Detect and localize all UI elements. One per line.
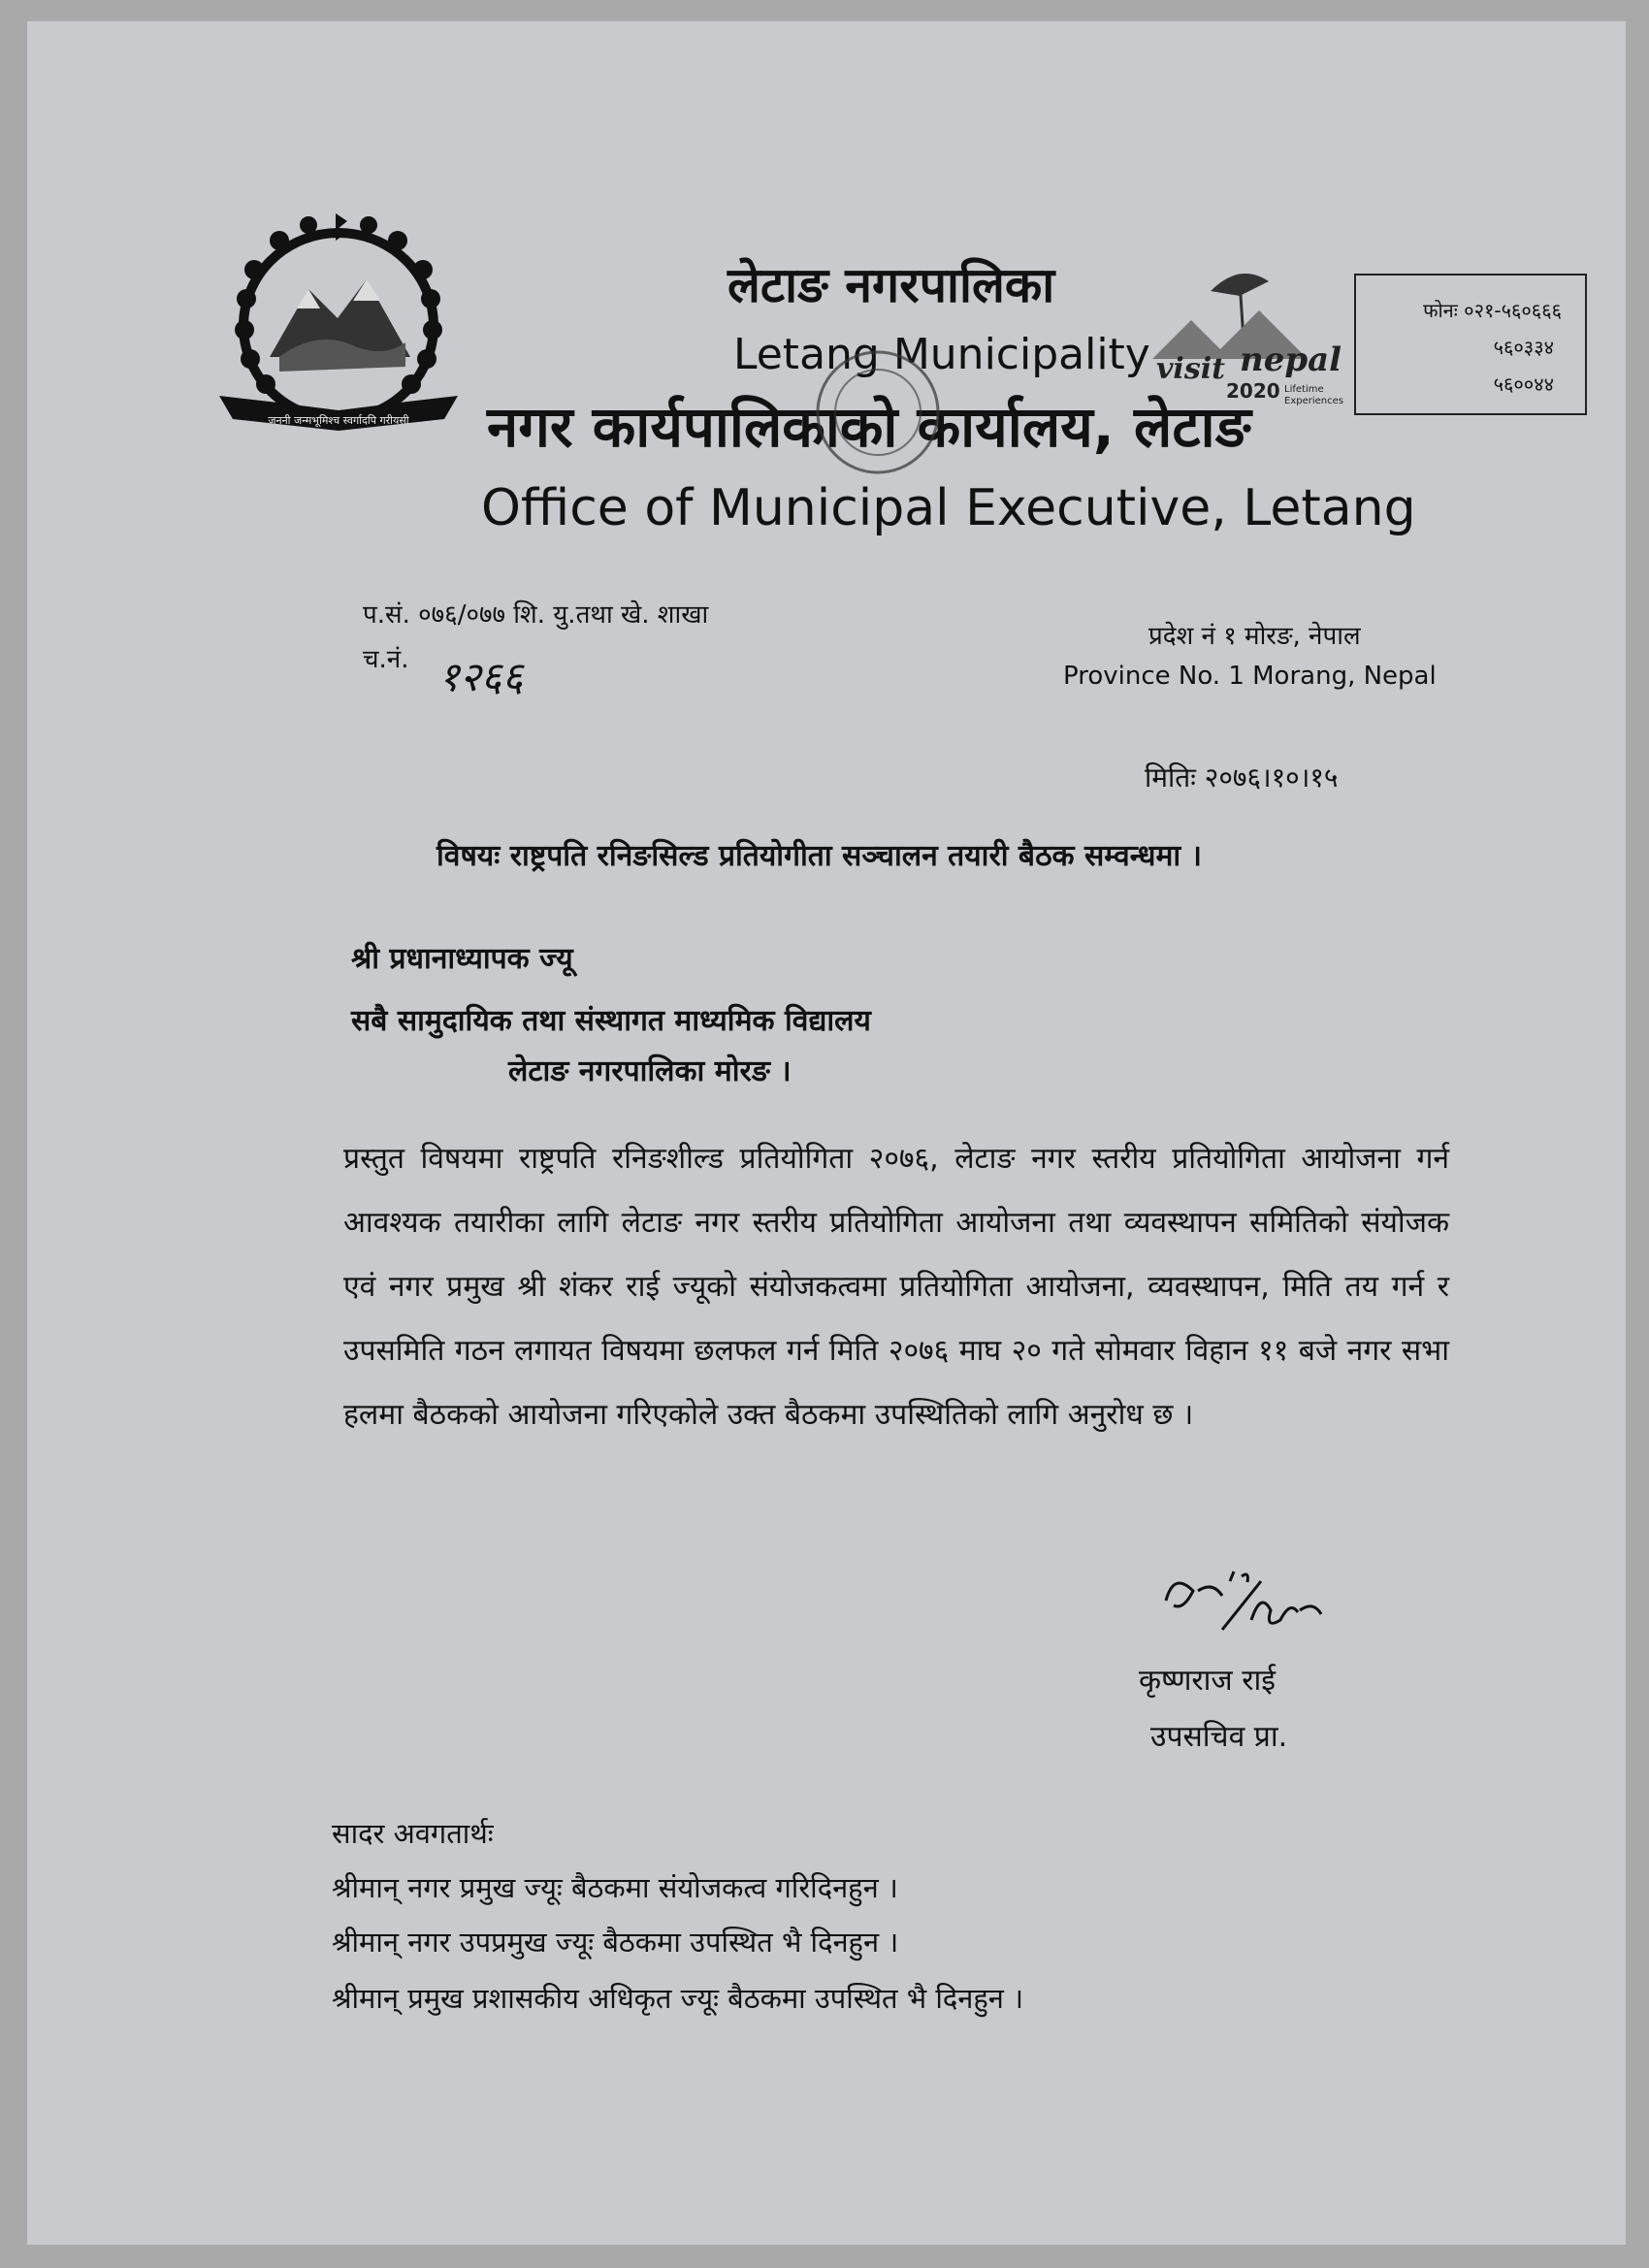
- province-nepali: प्रदेश नं १ मोरङ, नेपाल: [1148, 622, 1361, 651]
- cc-line-1: श्रीमान् नगर प्रमुख ज्यूः बैठकमा संयोजकत्व गरिदिनहुन ।: [332, 1871, 898, 1904]
- cc-line-2: श्रीमान् नगर उपप्रमुख ज्यूः बैठकमा उपस्थित भै दिनहुन ।: [332, 1926, 899, 1959]
- visit-tagline-1: Lifetime: [1284, 384, 1324, 395]
- office-name-nepali: नगर कार्यपालिकाको कार्यालय, लेटाङ: [487, 394, 1251, 460]
- handwritten-signature: [1154, 1552, 1348, 1649]
- letter-body: प्रस्तुत विषयमा राष्ट्रपति रनिङशील्ड प्रतियोगिता २०७६, लेटाङ नगर स्तरीय प्रतियोगिता आयोजना गर्न आवश्यक तयारीका लागि लेटाङ नगर स्तरीय प्रतियोगिता आयोजना तथा व्यवस्थापन समितिको संयोजक एवं नगर प्रमुख श्री शंकर राई ज्यूको संयोजकत्वमा प्रतियोगिता आयोजना, व्यवस्थापन, मिति तय गर्न र उपसमिति गठन लगायत विषयमा छलफल गर्न मिति २०७६ माघ २० गते सोमवार विहान ११ बजे नगर सभा हलमा बैठकको आयोजना गरिएकोले उक्त बैठकमा उपस्थितिको लागि अनुरोध छ ।: [343, 1142, 1449, 1432]
- visit-tagline-2: Experiences: [1284, 396, 1343, 406]
- phone-label: फोनः: [1423, 299, 1458, 322]
- nepal-word: nepal: [1240, 340, 1342, 379]
- phone-number-3: ५६००४४: [1493, 373, 1554, 396]
- cc-line-3: श्रीमान् प्रमुख प्रशासकीय अधिकृत ज्यूः बैठकमा उपस्थित भै दिनहुन ।: [332, 1982, 1024, 2015]
- dispatch-label: च.नं.: [363, 645, 409, 674]
- cc-heading: सादर अवगतार्थः: [332, 1817, 494, 1850]
- addressee-line-1: श्री प्रधानाध्यापक ज्यू: [351, 942, 573, 976]
- municipality-name-nepali: लेटाङ नगरपालिका: [728, 257, 1055, 313]
- letter-subject: विषयः राष्ट्रपति रनिङसिल्ड प्रतियोगीता सञ्चालन तयारी बैठक सम्वन्धमा ।: [436, 839, 1202, 873]
- phone-line-1: [1423, 297, 1562, 323]
- addressee-line-2: सबै सामुदायिक तथा संस्थागत माध्यमिक विद्यालय: [351, 1004, 871, 1038]
- visit-year: 2020: [1226, 379, 1280, 403]
- letter-date: मितिः २०७६।१०।१५: [1145, 761, 1339, 794]
- phone-number-2: ५६०३३४: [1493, 336, 1554, 359]
- municipality-name-english: Letang Municipality: [733, 330, 1150, 379]
- signatory-title: उपसचिव प्रा.: [1150, 1720, 1288, 1754]
- emblem-motto: जननी जन्मभूमिश्च स्वर्गादपि गरीयसी: [268, 414, 409, 427]
- province-english: Province No. 1 Morang, Nepal: [1063, 662, 1437, 691]
- signatory-name: कृष्णराज राई: [1139, 1664, 1276, 1698]
- nepal-emblem-logo: [211, 211, 466, 437]
- dispatch-number: १२६६: [438, 653, 524, 700]
- office-name-english: Office of Municipal Executive, Letang: [481, 479, 1416, 537]
- office-stamp: [805, 340, 951, 485]
- phone-box: [1354, 274, 1587, 415]
- visit-word: visit: [1156, 352, 1225, 386]
- phone-number-1: ०२१-५६०६६६: [1464, 299, 1562, 322]
- addressee-line-3: लेटाङ नगरपालिका मोरङ ।: [508, 1054, 792, 1088]
- reference-number: प.सं. ०७६/०७७ शि. यु.तथा खे. शाखा: [363, 600, 709, 630]
